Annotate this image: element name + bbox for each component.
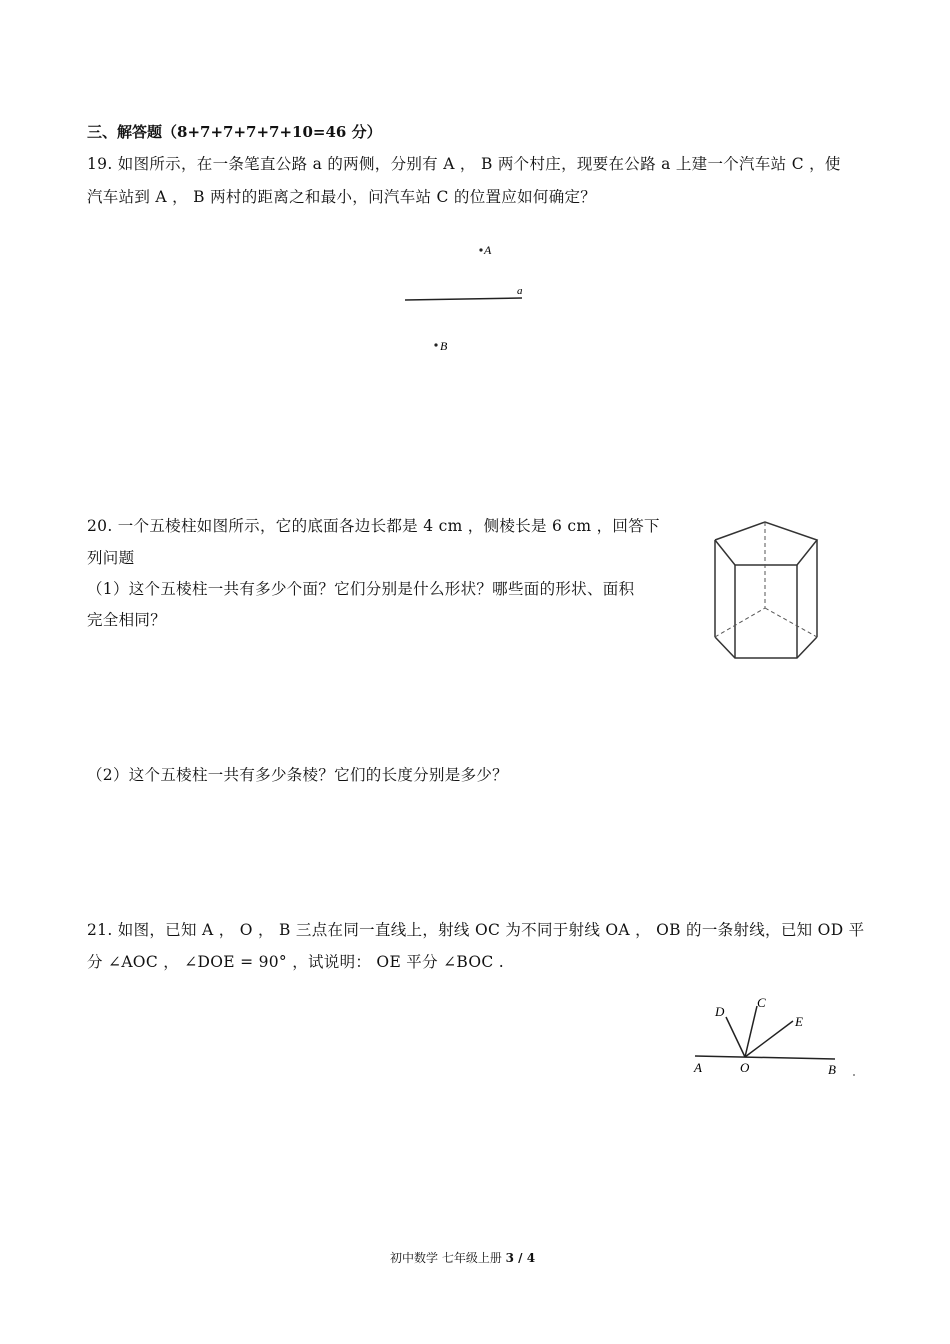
stray-dot	[853, 1074, 855, 1076]
q20-line-2: 列问题	[87, 549, 135, 567]
road-label: a	[517, 285, 523, 297]
point-b-label: B	[440, 339, 448, 353]
q21-angle-figure	[685, 990, 860, 1080]
q20-part1-line-2: 完全相同？	[87, 611, 167, 629]
q20-line-1: 20. 一个五棱柱如图所示，它的底面各边长都是 4 cm ，侧棱长是 6 cm ，回答下	[87, 517, 660, 535]
label-a: A	[694, 1060, 702, 1075]
label-c: C	[757, 995, 766, 1010]
point-a-label: A	[484, 243, 492, 257]
page-footer	[390, 1249, 535, 1266]
label-b: B	[828, 1062, 836, 1077]
q19-line-1: 19. 如图所示，在一条笔直公路 a 的两侧，分别有 A ， B 两个村庄，现要在公路 a 上建一个汽车站 C ，使	[87, 155, 841, 173]
page-number: 3 / 4	[505, 1251, 536, 1265]
road-line	[405, 298, 522, 300]
ray-od	[726, 1017, 745, 1057]
footer-text: 初中数学 七年级上册	[390, 1251, 506, 1265]
section-heading: 三、解答题（8+7+7+7+7+10=46 分）	[87, 123, 382, 141]
q19-line-2: 汽车站到 A ， B 两村的距离之和最小，问汽车站 C 的位置应如何确定？	[87, 188, 597, 206]
q19-figure	[395, 235, 535, 360]
label-e: E	[795, 1014, 803, 1029]
line-ab	[695, 1056, 835, 1059]
label-d: D	[715, 1004, 725, 1019]
point-b-dot	[434, 343, 437, 346]
q21-line-2: 分 ∠AOC ， ∠DOE = 90° ，试说明： OE 平分 ∠BOC .	[87, 953, 504, 971]
q20-part1-line-1: （1）这个五棱柱一共有多少个面？它们分别是什么形状？哪些面的形状、面积	[87, 580, 635, 598]
q20-part2: （2）这个五棱柱一共有多少条棱？它们的长度分别是多少？	[87, 766, 508, 784]
label-o: O	[740, 1060, 750, 1075]
point-a-dot	[479, 248, 482, 251]
pentagonal-prism-figure	[705, 510, 830, 665]
q21-line-1: 21. 如图，已知 A ， O ， B 三点在同一直线上，射线 OC 为不同于射线 OA ， OB 的一条射线，已知 OD 平	[87, 921, 865, 939]
